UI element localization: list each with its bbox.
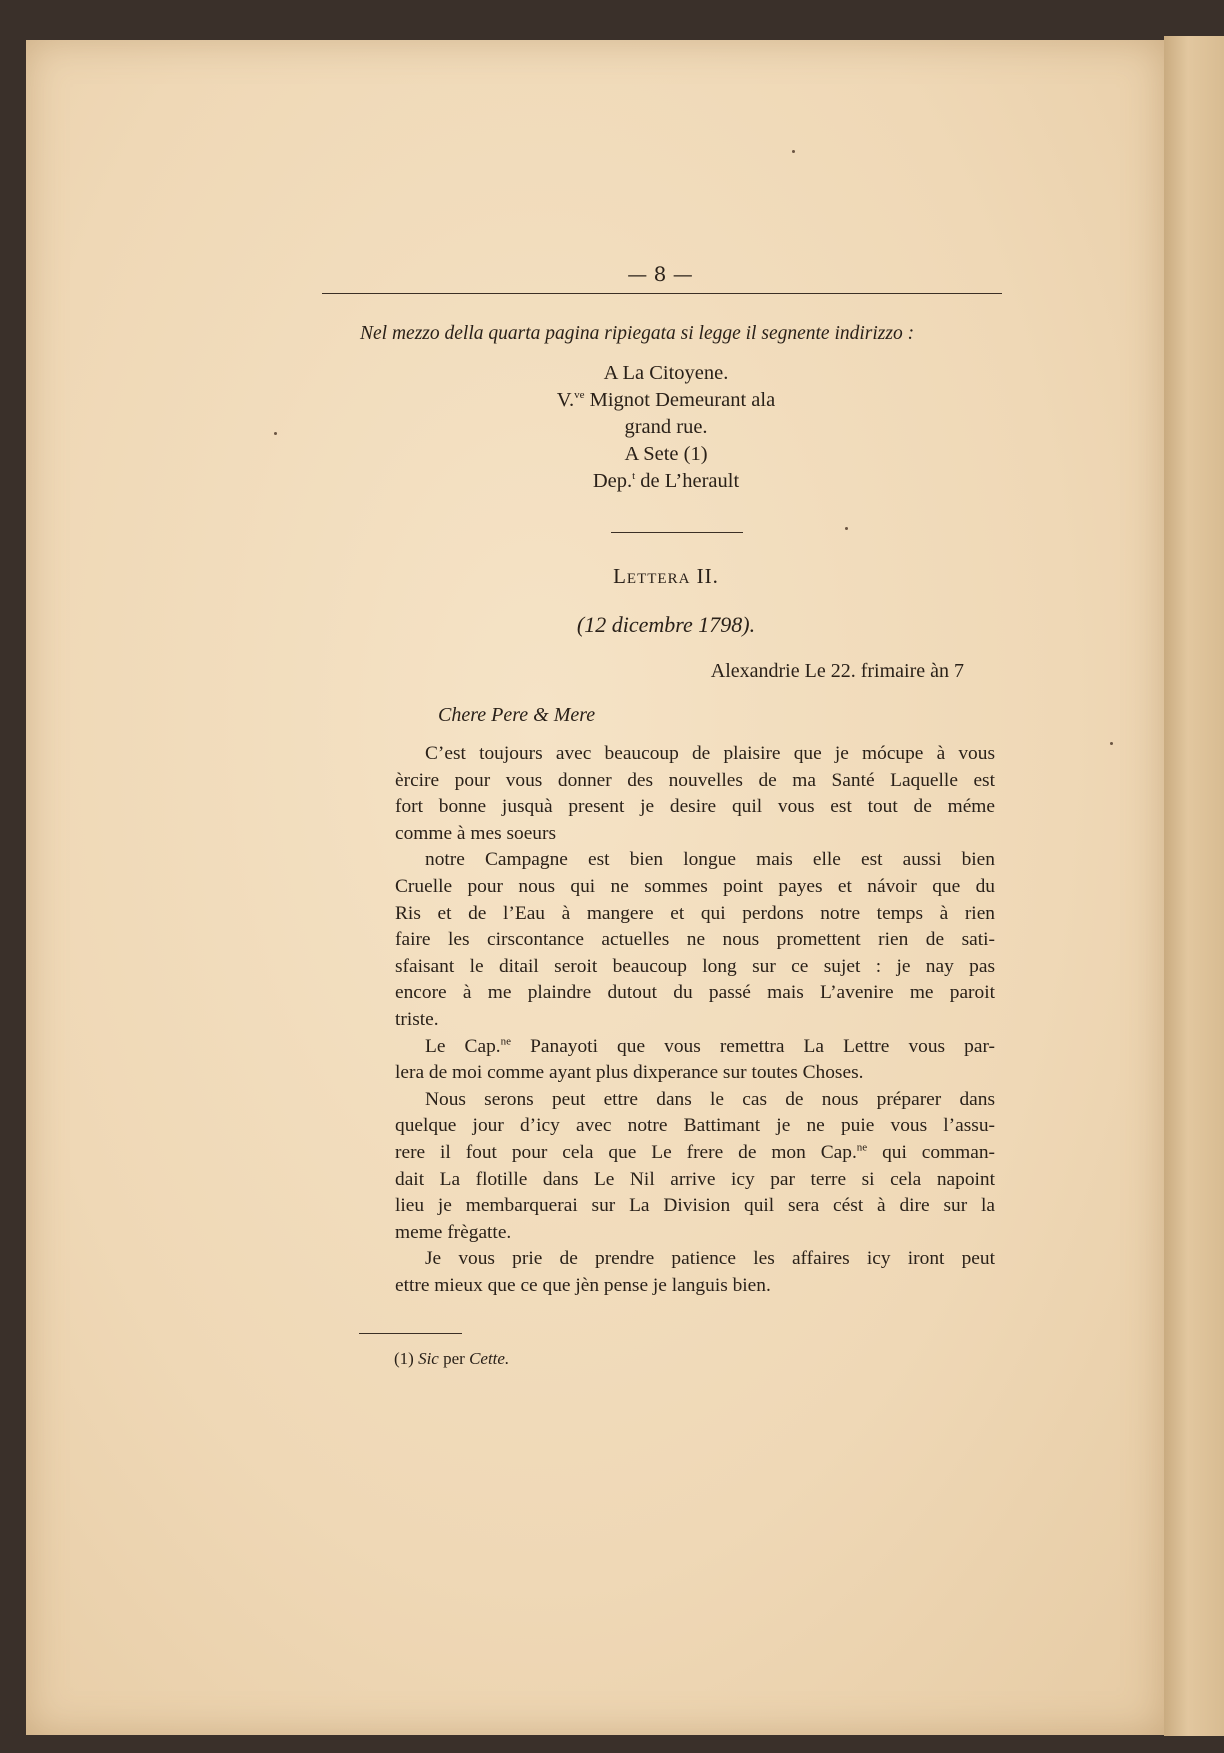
next-page-edge [1164, 36, 1224, 1736]
address-line: grand rue. [624, 416, 708, 438]
address-block [506, 360, 826, 495]
paper-speck [274, 432, 277, 435]
paragraph-line: meme frègatte. [395, 1221, 512, 1243]
paragraph-line: fort bonne jusquà present je desire quil vous est tout de méme [395, 796, 995, 818]
letter-salutation: Chere Pere & Mere [438, 704, 596, 726]
letter-paragraph [365, 741, 995, 847]
paragraph-line: triste. [395, 1008, 439, 1030]
footnote-mark: (1) [394, 1349, 414, 1368]
paper-speck [1110, 742, 1113, 745]
paragraph-line: notre Campagne est bien longue mais elle est aussi bien [425, 849, 995, 871]
footnote-sic: Sic [418, 1349, 439, 1368]
letter-dateline: Alexandrie Le 22. frimaire àn 7 [710, 660, 964, 682]
paragraph-line: Ris et de l’Eau à mangere et qui perdons notre temps à rien [395, 902, 995, 924]
footnote-word: Cette. [469, 1349, 510, 1368]
paper-speck [845, 527, 848, 530]
paragraph-line: encore à me plaindre dutout du passé mais L’avenire me paroit [395, 982, 995, 1004]
paragraph-line: lieu je membarquerai sur La Division quil sera cést à dire sur la [395, 1195, 995, 1217]
paragraph-line: comme à mes soeurs [395, 822, 557, 844]
paragraph-line: èrcire pour vous donner des nouvelles de ma Santé Laquelle est [395, 769, 995, 791]
address-line: A Sete (1) [624, 443, 708, 465]
header-rule [322, 293, 1002, 294]
address-line: A La Citoyene. [603, 362, 729, 384]
letter-body [365, 741, 995, 1299]
paragraph-line: C’est toujours avec beaucoup de plaisire que je mócupe à vous [425, 743, 995, 764]
intro-line: Nel mezzo della quarta pagina ripiegata si legge il segnente indirizzo : [360, 323, 915, 344]
paragraph-line: Cruelle pour nous qui ne sommes point payes et návoir que du [395, 875, 995, 897]
footnote [394, 1349, 509, 1369]
letter-paragraph [365, 1034, 995, 1087]
footnote-rule [359, 1333, 462, 1334]
address-line: V.$^{ve}$ Mignot Demeurant ala [556, 389, 776, 411]
paragraph-line: lera de moi comme ayant plus dixperance sur toutes Choses. [395, 1062, 864, 1084]
paragraph-line: Je vous prie de prendre patience les affaires icy iront peut [425, 1248, 995, 1270]
paper-speck [792, 150, 795, 153]
paragraph-line: faire les cirscontance actuelles ne nous promettent rien de sati- [395, 929, 995, 951]
letter-paragraph [365, 1246, 995, 1299]
paragraph-line: rere il fout pour cela que Le frere de mon Cap.$^{ne}$ qui comman- [395, 1141, 995, 1163]
page-number: — 8 — [627, 262, 693, 286]
paragraph-line: dait La flotille dans Le Nil arrive icy par terre si cela napoint [395, 1168, 995, 1190]
letter-date: (12 dicembre 1798). [576, 612, 756, 637]
paragraph-line: ettre mieux que ce que jèn pense je languis bien. [395, 1274, 771, 1296]
footnote-per: per [443, 1349, 465, 1368]
letter-paragraph [365, 847, 995, 1033]
letter-paragraph [365, 1087, 995, 1247]
paragraph-line: Le Cap.$^{ne}$ Panayoti que vous remettra La Lettre vous par- [425, 1035, 995, 1057]
section-rule [611, 532, 743, 533]
paragraph-line: Nous serons peut ettre dans le cas de nous préparer dans [425, 1088, 995, 1110]
address-line: Dep.$^t$ de L’herault [592, 470, 740, 492]
book-page [26, 40, 1164, 1735]
letter-title: Lettera II. [613, 564, 719, 588]
paragraph-line: sfaisant le ditail seroit beaucoup long sur ce sujet : je nay pas [395, 955, 995, 977]
paragraph-line: quelque jour d’icy avec notre Battimant je ne puie vous l’assu- [395, 1115, 995, 1137]
